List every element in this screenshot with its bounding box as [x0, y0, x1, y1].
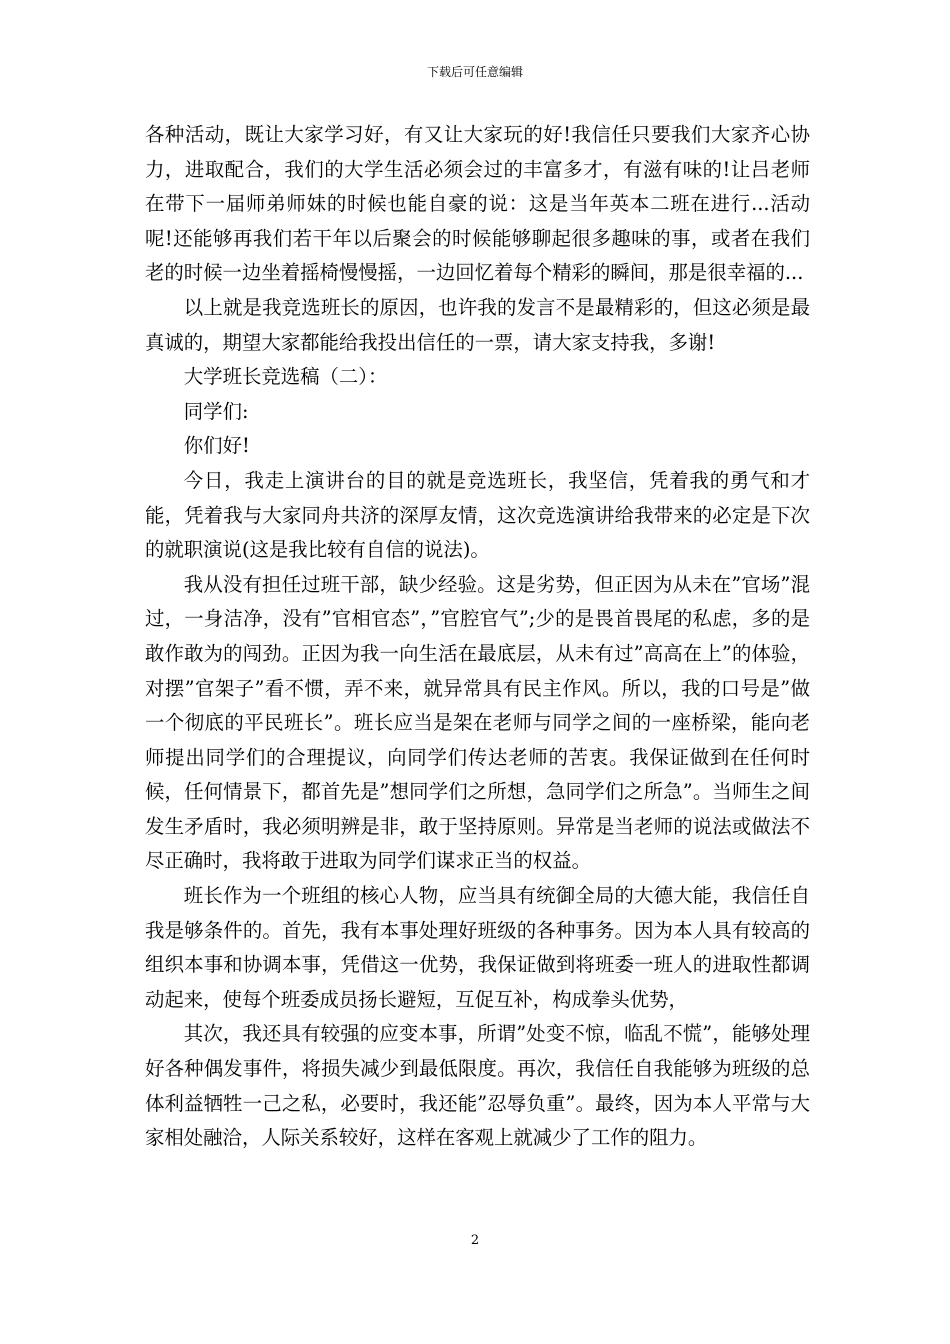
paragraph-experience: 我从没有担任过班干部，缺少经验。这是劣势，但正因为从未在”官场”混过，一身洁净，没有”官相官态”，”官腔官气”;少的是畏首畏尾的私虑，多的是敢作敢为的闯劲。正因为我一向生活在最底层，从未有过”高高在上”的体验，对摆”官架子”看不惯，弄不来，就异常具有民主作风。所以，我的口号是”做一个彻底的平民班长”。班长应当是架在老师与同学之间的一座桥梁，能向老师提出同学们的合理提议，向同学们传达老师的苦衷。我保证做到在任何时候，任何情景下，都首先是”想同学们之所想，急同学们之所急”。当师生之间发生矛盾时，我必须明辨是非，敢于坚持原则。异常是当老师的说法或做法不尽正确时，我将敢于进取为同学们谋求正当的权益。 — [145, 572, 810, 873]
salutation: 同学们: — [183, 399, 249, 423]
page-header: 下载后可任意编辑 — [426, 65, 523, 79]
paragraph-intro: 今日，我走上演讲台的目的就是竞选班长，我坚信，凭着我的勇气和才能，凭着我与大家同舟共济的深厚友情，这次竞选演讲给我带来的必定是下次的就职演说(这是我比较有自信的说法)。 — [145, 468, 810, 562]
greeting: 你们好! — [183, 434, 250, 458]
paragraph-conclusion: 以上就是我竞选班长的原因，也许我的发言不是最精彩的，但这必须是最真诚的，期望大家都能给我投出信任的一票，请大家支持我，多谢! — [145, 295, 810, 354]
section-heading: 大学班长竞选稿（二）： — [183, 365, 388, 389]
paragraph-adaptability: 其次，我还具有较强的应变本事，所谓”处变不惊，临乱不慌”，能够处理好各种偶发事件，将损失减少到最低限度。再次，我信任自我能够为班级的总体利益牺牲一己之私，必要时，我还能”忍辱负重”。最终，因为本人平常与大家相处融洽，人际关系较好，这样在客观上就减少了工作的阻力。 — [145, 1022, 810, 1150]
paragraph-ability: 班长作为一个班组的核心人物，应当具有统御全局的大德大能，我信任自我是够条件的。首先，我有本事处理好班级的各种事务。因为本人具有较高的组织本事和协调本事，凭借这一优势，我保证做到将班委一班人的进取性都调动起来，使每个班委成员扬长避短，互促互补，构成拳头优势， — [145, 884, 810, 1011]
paragraph-continued: 各种活动，既让大家学习好，有又让大家玩的好!我信任只要我们大家齐心协力，进取配合，我们的大学生活必须会过的丰富多才，有滋有味的!让吕老师在带下一届师弟师妹的时候也能自豪的说：这是当年英本二班在进行...活动呢!还能够再我们若干年以后聚会的时候能够聊起很多趣味的事，或者在我们老的时候一边坐着摇椅慢慢摇，一边回忆着每个精彩的瞬间，那是很幸福的... — [145, 123, 810, 285]
document-body — [145, 118, 810, 1156]
page-number: 2 — [470, 1233, 480, 1248]
